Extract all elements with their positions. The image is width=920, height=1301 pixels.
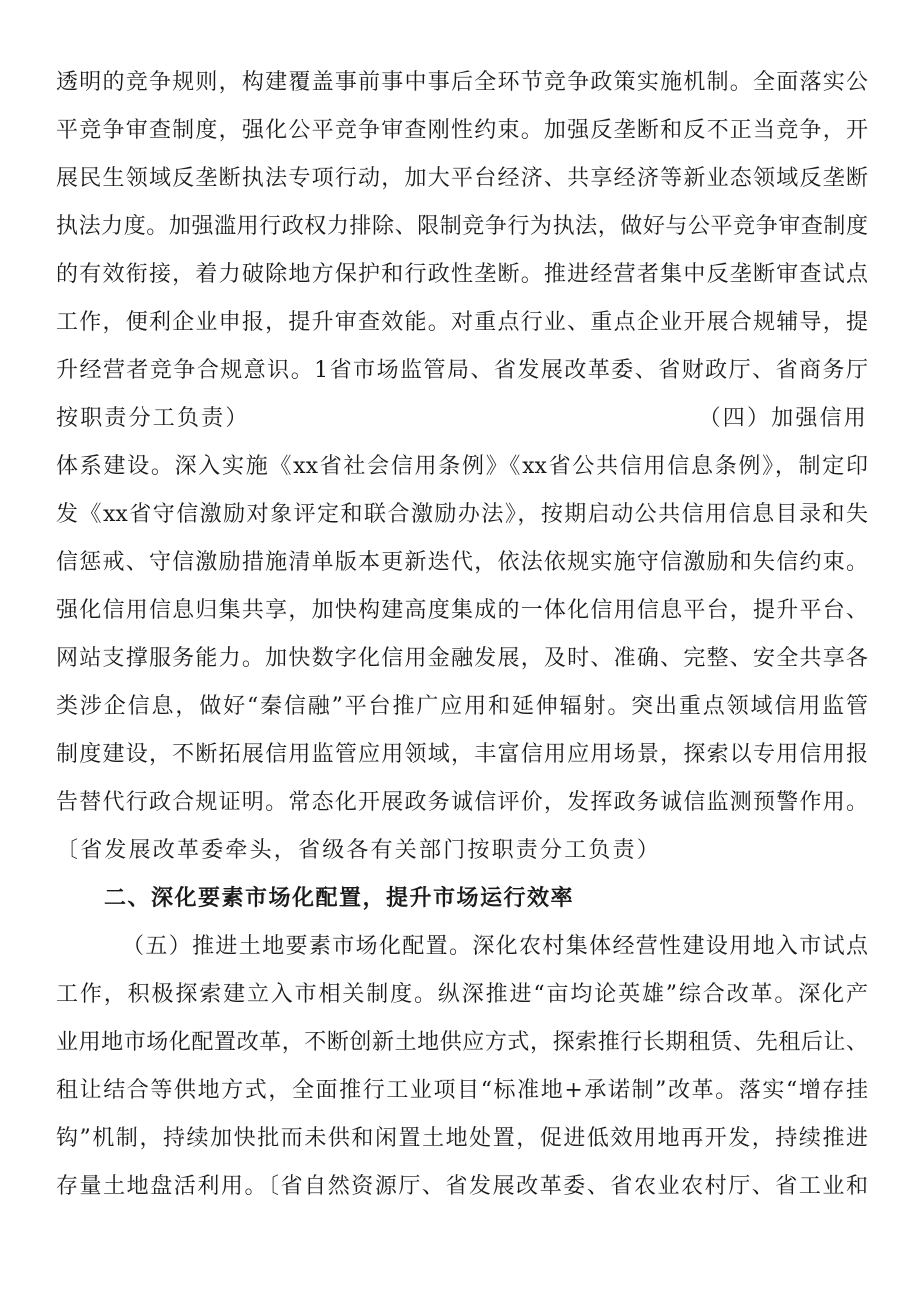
paragraph-line: 执法力度。加强滥用行政权力排除、限制竞争行为执法，做好与公平竞争审查制度 [56, 214, 868, 239]
paragraph-line: 信惩戒、守信激励措施清单版本更新迭代，依法依规实施守信激励和失信约束。 [56, 550, 868, 575]
paragraph-line: 强化信用信息归集共享，加快构建高度集成的一体化信用信息平台，提升平台、 [56, 598, 868, 623]
paragraph-line: 租让结合等供地方式，全面推行工业项目“标准地+承诺制”改革。落实“增存挂 [56, 1078, 868, 1103]
paragraph-line: （五）推进土地要素市场化配置。深化农村集体经营性建设用地入市试点 [122, 934, 868, 959]
responsibility-note: 按职责分工负责） [56, 406, 250, 431]
paragraph-line: 制度建设，不断拓展信用监管应用领域，丰富信用应用场景，探索以专用信用报 [56, 742, 868, 767]
paragraph-line: 类涉企信息，做好“秦信融”平台推广应用和延伸辐射。突出重点领域信用监管 [56, 694, 868, 719]
paragraph-line: 发《xx省守信激励对象评定和联合激励办法》，按期启动公共信用信息目录和失 [56, 502, 868, 527]
section-4-start: （四）加强信用 [698, 406, 868, 431]
paragraph-line: 平竞争审查制度，强化公平竞争审查刚性约束。加强反垄断和反不正当竞争，开 [56, 118, 868, 143]
paragraph-line: 升经营者竞争合规意识。1省市场监管局、省发展改革委、省财政厅、省商务厅 [56, 358, 868, 383]
paragraph-line: 存量土地盘活利用。〔省自然资源厅、省发展改革委、省农业农村厅、省工业和 [56, 1174, 868, 1199]
paragraph-line: 工作，便利企业申报，提升审查效能。对重点行业、重点企业开展合规辅导，提 [56, 310, 868, 335]
paragraph-line: 展民生领域反垄断执法专项行动，加大平台经济、共享经济等新业态领域反垄断 [56, 166, 868, 191]
paragraph-line: 透明的竞争规则，构建覆盖事前事中事后全环节竞争政策实施机制。全面落实公 [56, 70, 868, 95]
paragraph-line: 〔省发展改革委牵头，省级各有关部门按职责分工负责） [56, 838, 662, 863]
section-heading: 二、深化要素市场化配置，提升市场运行效率 [104, 886, 575, 911]
paragraph-line: 业用地市场化配置改革，不断创新土地供应方式，探索推行长期租赁、先租后让、 [56, 1030, 868, 1055]
paragraph-line: 告替代行政合规证明。常态化开展政务诚信评价，发挥政务诚信监测预警作用。 [56, 790, 868, 815]
paragraph-line: 工作，积极探索建立入市相关制度。纵深推进“亩均论英雄”综合改革。深化产 [56, 982, 868, 1007]
paragraph-line: 的有效衔接，着力破除地方保护和行政性垄断。推进经营者集中反垄断审查试点 [56, 262, 868, 287]
paragraph-line: 体系建设。深入实施《xx省社会信用条例》《xx省公共信用信息条例》，制定印 [56, 454, 868, 479]
paragraph-line: 钩”机制，持续加快批而未供和闲置土地处置，促进低效用地再开发，持续推进 [56, 1126, 868, 1151]
paragraph-line-split [56, 404, 868, 434]
paragraph-line: 网站支撑服务能力。加快数字化信用金融发展，及时、准确、完整、安全共享各 [56, 646, 868, 671]
